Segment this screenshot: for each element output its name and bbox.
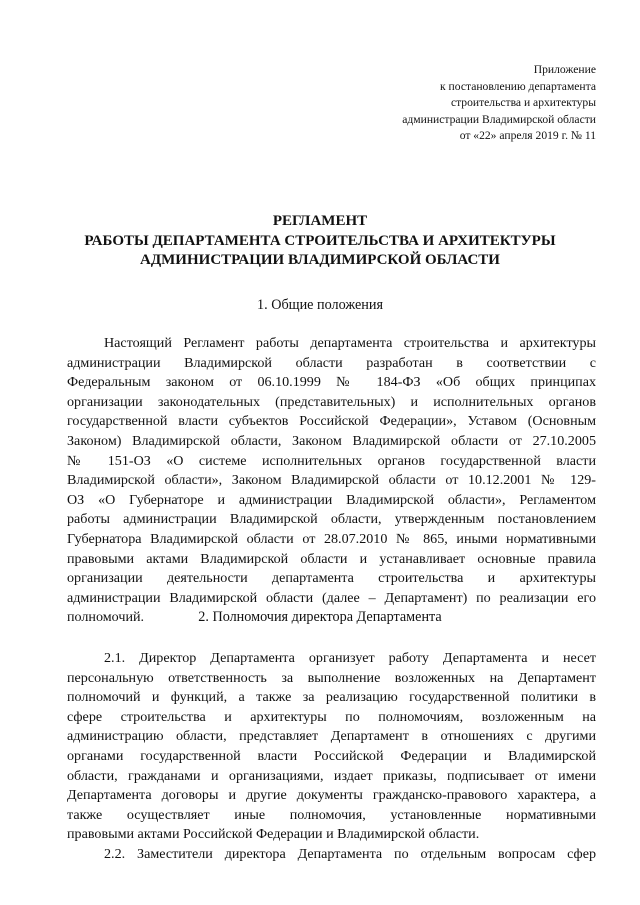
- paragraph-line: 2.1. Директор Департамента организует работу Департамента и несет: [104, 650, 596, 666]
- paragraph-line: Департамента договоры и другие документы гражданско-правового характера, а: [67, 787, 596, 804]
- appendix-block: [402, 62, 596, 145]
- paragraph-line: области, гражданами и организациями, издает приказы, подписывает от имени: [67, 767, 596, 784]
- paragraph-line: Федеральным законом от 06.10.1999 № 184-ФЗ «Об общих принципах: [67, 374, 596, 391]
- appendix-line: администрации Владимирской области: [402, 112, 596, 126]
- paragraph-line: полномочий и функций, а также за реализацию государственной политики в: [67, 689, 596, 706]
- title-line: РАБОТЫ ДЕПАРТАМЕНТА СТРОИТЕЛЬСТВА И АРХИТЕКТУРЫ: [84, 232, 556, 249]
- paragraph-line: правовыми актами Владимирской области и устанавливает основные правила: [67, 550, 596, 567]
- section-heading-general: 1. Общие положения: [257, 297, 383, 313]
- paragraph-line: организации деятельности департамента строительства и архитектуры: [67, 570, 596, 587]
- paragraph-director-powers: [67, 649, 596, 865]
- title-line: АДМИНИСТРАЦИИ ВЛАДИМИРСКОЙ ОБЛАСТИ: [140, 252, 500, 268]
- appendix-line: строительства и архитектуры: [450, 96, 596, 109]
- paragraph-line: органами государственной власти Российской Федерации и Владимирской: [67, 747, 596, 764]
- paragraph-line: Законом) Владимирской области, Законом Владимирской области от 27.10.2005: [67, 432, 596, 449]
- paragraph-line: Владимирской области», Законом Владимирской области от 10.12.2001 № 129-: [67, 472, 596, 489]
- paragraph-line: администрации Владимирской области (далее – Департамент) по реализации его: [67, 589, 596, 606]
- appendix-line: от «22» апреля 2019 г. № 11: [459, 129, 596, 142]
- paragraph-line: персональную ответственность за выполнение возложенных на Департамент: [67, 669, 596, 686]
- paragraph-line: администрации Владимирской области разработан в соответствии с: [67, 354, 596, 371]
- paragraph-line: организации законодательных (представительных) и исполнительных органов: [67, 393, 596, 410]
- appendix-line: к постановлению департамента: [440, 79, 596, 93]
- paragraph-line: сфере строительства и архитектуры по полномочиям, возложенным на: [67, 708, 596, 725]
- paragraph-line: администрацию области, представляет Департамент в отношениях с другими: [67, 728, 596, 745]
- paragraph-line: ОЗ «О Губернаторе и администрации Владимирской области», Регламентом: [67, 491, 596, 508]
- paragraph-general-provisions: [67, 334, 596, 628]
- paragraph-line: 2.2. Заместители директора Департамента по отдельным вопросам сфер: [104, 845, 596, 862]
- paragraph-line: Губернатора Владимирской области от 28.07.2010 № 865, иными нормативными: [67, 530, 596, 547]
- paragraph-line: правовыми актами Российской Федерации и Владимирской области.: [67, 826, 480, 843]
- paragraph-line: Настоящий Регламент работы департамента строительства и архитектуры: [104, 335, 596, 351]
- document-title: [60, 212, 580, 271]
- title-line: РЕГЛАМЕНТ: [272, 213, 368, 229]
- appendix-line: Приложение: [533, 63, 596, 76]
- paragraph-line: № 151-ОЗ «О системе исполнительных органов государственной власти: [67, 452, 596, 469]
- paragraph-line: также осуществляет иные полномочия, установленные нормативными: [67, 806, 596, 823]
- section-heading-director-powers: 2. Полномочия директора Департамента: [198, 609, 442, 625]
- paragraph-line: полномочий.: [67, 609, 145, 626]
- paragraph-line: работы администрации Владимирской области, утвержденным постановлением: [67, 511, 596, 528]
- paragraph-line: государственной власти субъектов Российской Федерации», Уставом (Основным: [67, 413, 596, 430]
